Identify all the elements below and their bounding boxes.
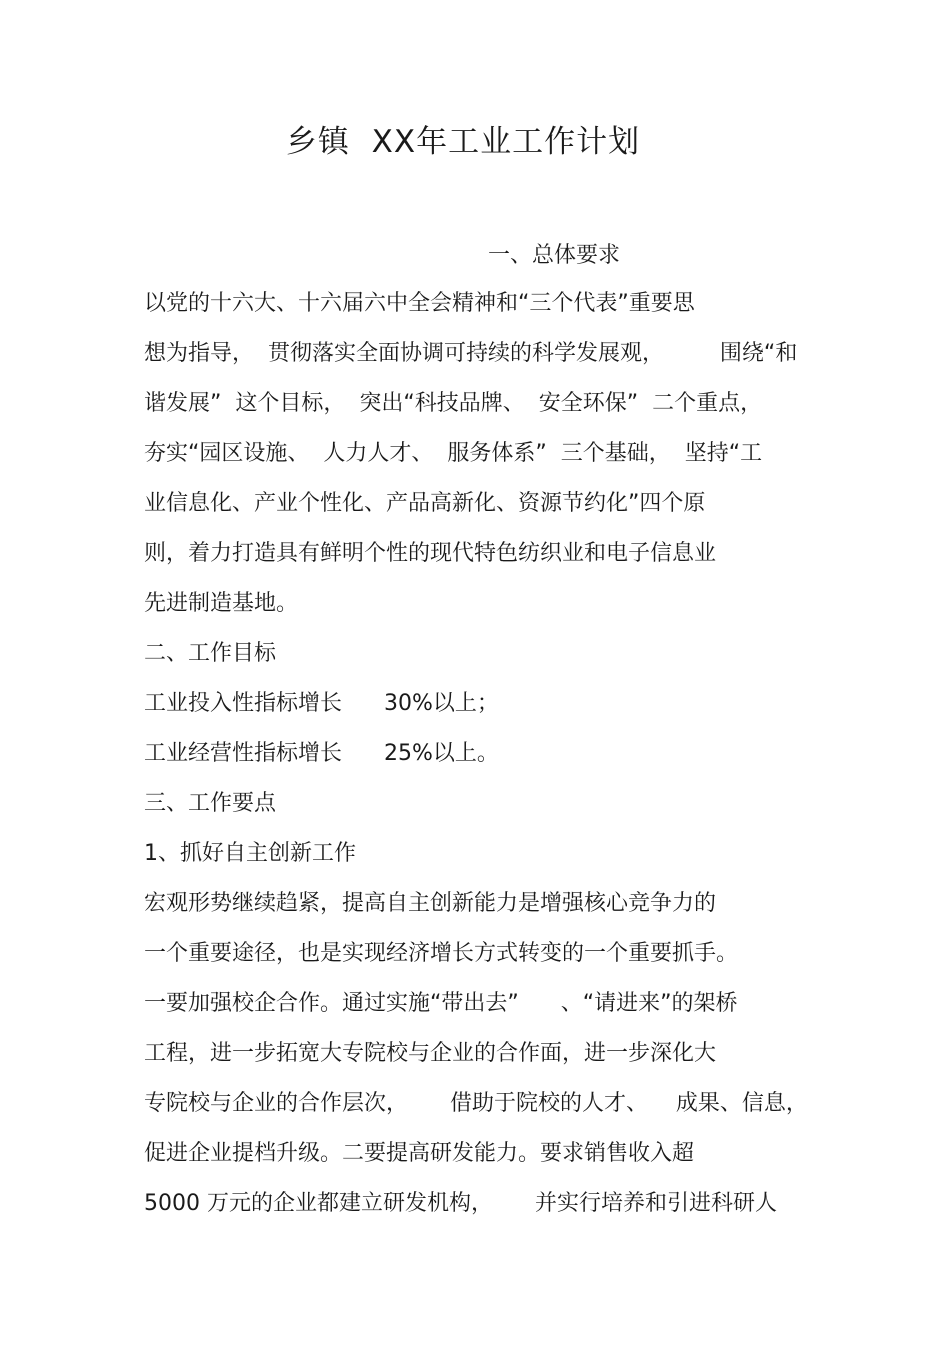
body-line: 夯实“园区设施、 人力人才、 服务体系” 三个基础， 坚持“工 — [144, 441, 763, 466]
body-line: 专院校与企业的合作层次， 借助于院校的人才、 成果、信息， — [144, 1091, 808, 1116]
body-line: 则，着力打造具有鲜明个性的现代特色纺织业和电子信息业 — [144, 541, 717, 566]
section-two-heading: 二、工作目标 — [144, 641, 277, 666]
body-line: 业信息化、产业个性化、产品高新化、资源节约化”四个原 — [144, 491, 706, 516]
body-line: 宏观形势继续趋紧，提高自主创新能力是增强核心竞争力的 — [144, 891, 717, 916]
body-line: 谐发展” 这个目标， 突出“科技品牌、 安全环保” 二个重点， — [144, 391, 763, 416]
section-one-heading: 一、总体要求 — [488, 243, 621, 268]
body-line: 一个重要途径，也是实现经济增长方式转变的一个重要抓手。 — [144, 941, 739, 966]
body-line: 促进企业提档升级。二要提高研发能力。要求销售收入超 — [144, 1141, 695, 1166]
body-line: 工程，进一步拓宽大专院校与企业的合作面，进一步深化大 — [144, 1041, 717, 1066]
subsection-heading: 1、抓好自主创新工作 — [144, 841, 356, 866]
body-line: 先进制造基地。 — [144, 591, 299, 616]
target-line-investment: 工业投入性指标增长 30%以上； — [144, 691, 499, 716]
body-line: 想为指导， 贯彻落实全面协调可持续的科学发展观， 围绕“和 — [144, 341, 798, 366]
body-line: 5000 万元的企业都建立研发机构， 并实行培养和引进科研人 — [144, 1191, 777, 1216]
target-line-operation: 工业经营性指标增长 25%以上。 — [144, 741, 499, 766]
document-title: 乡镇 XX年工业工作计划 — [285, 124, 641, 160]
body-line: 以党的十六大、十六届六中全会精神和“三个代表”重要思 — [144, 291, 695, 316]
body-line: 一要加强校企合作。通过实施“带出去” 、“请进来”的架桥 — [144, 991, 738, 1016]
section-three-heading: 三、工作要点 — [144, 791, 277, 816]
